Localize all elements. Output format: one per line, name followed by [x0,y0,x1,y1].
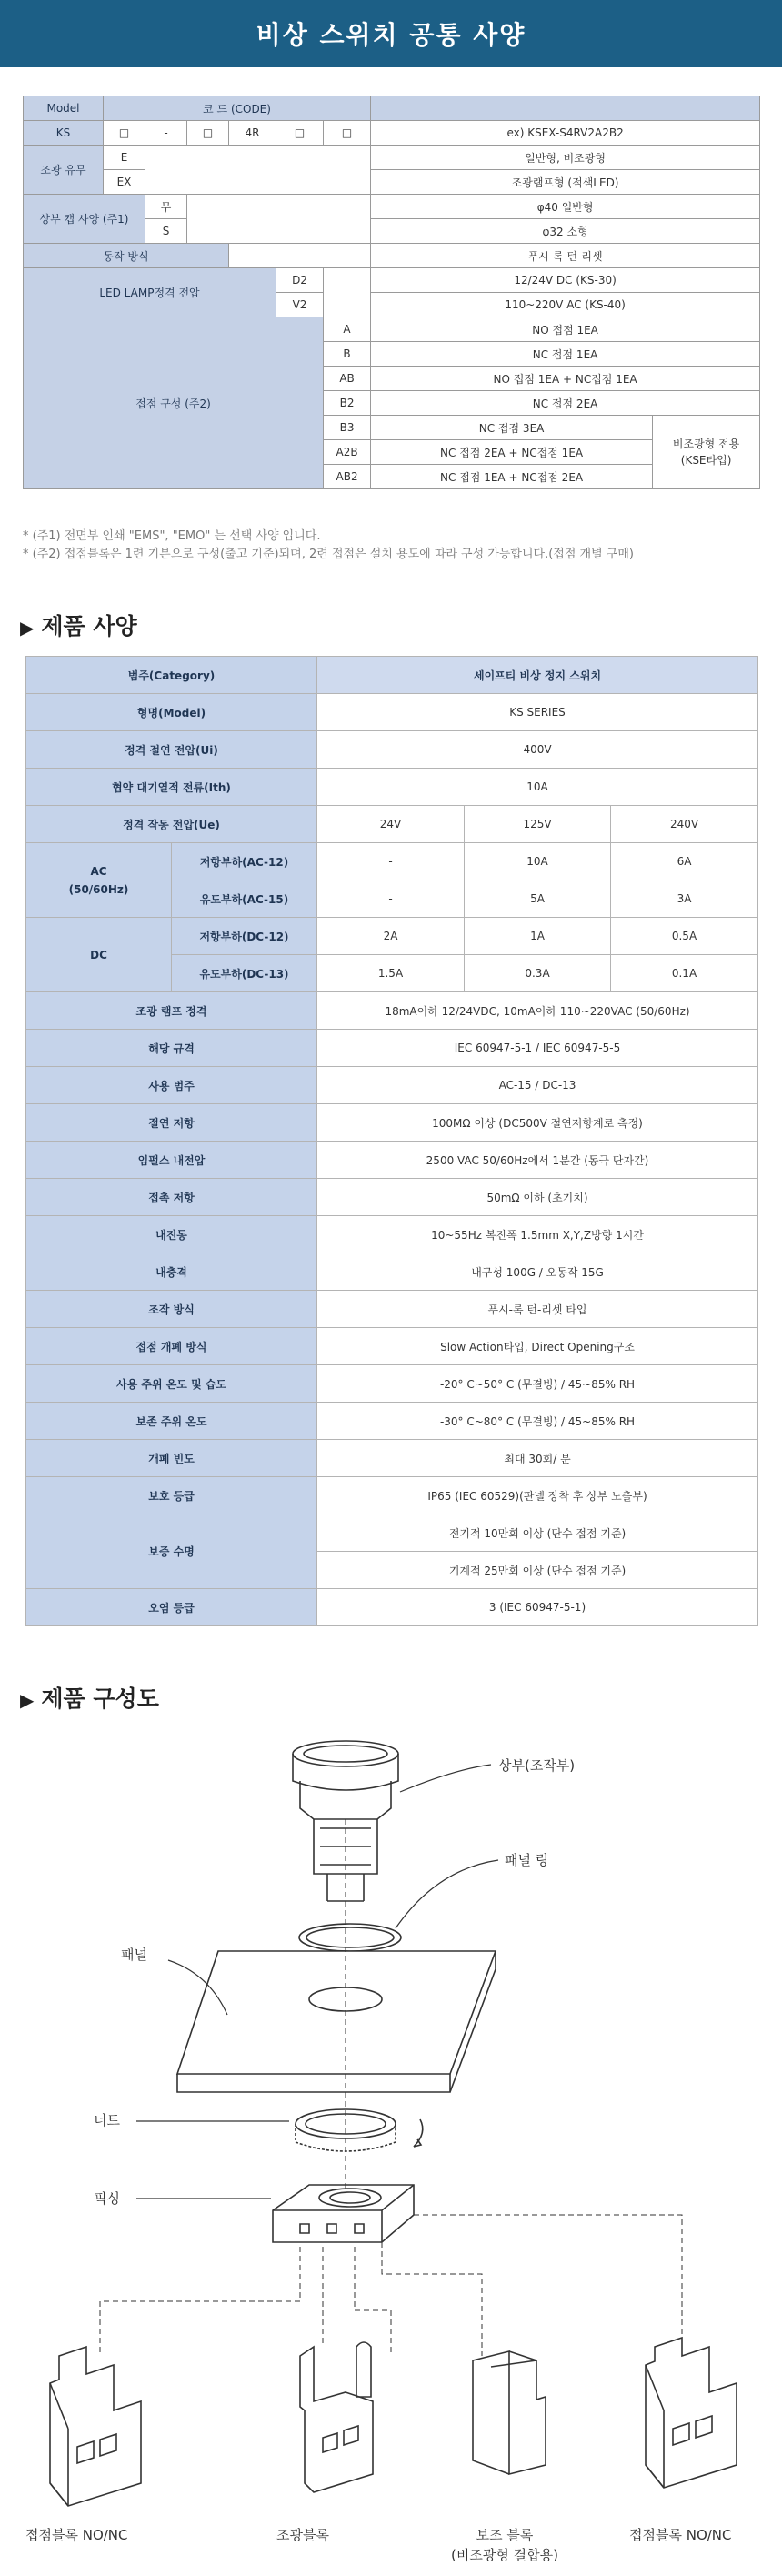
action-label: 동작 방식 [24,244,229,268]
lamp-block-icon [300,2342,373,2492]
contact-desc: NC 접점 2EA + NC접점 1EA [371,440,653,465]
aux-block-icon [473,2351,546,2474]
contact-code: A2B [324,440,371,465]
contact-block-left-icon [50,2347,141,2506]
label-contact-left: 접점블록 NO/NC [25,2527,128,2543]
spec-value: 10A [317,769,758,806]
spec-value: IP65 (IEC 60529)(판넬 장착 후 상부 노출부) [317,1477,758,1514]
action-desc: 푸시-록 턴-리셋 [371,244,760,268]
contact-desc: NC 접점 1EA [371,342,760,367]
spec-cell: 1A [465,918,611,955]
exploded-diagram [0,1719,782,2572]
spec-cell: 5A [465,880,611,918]
spec-life-label: 보증 수명 [26,1514,317,1589]
spec-cell: 1.5A [317,955,465,992]
label-top-part: 상부(조작부) [498,1757,576,1774]
code-slot-dash: - [145,121,187,146]
spec-label: 정격 절연 전압(Ui) [26,731,317,769]
code-example: ex) KSEX-S4RV2A2B2 [371,121,760,146]
contact-code: AB [324,367,371,391]
spec-table [25,656,758,1626]
spec-value: Slow Action타입, Direct Opening구조 [317,1328,758,1365]
spec-sublabel: 유도부하(DC-13) [172,955,317,992]
spec-sublabel: 유도부하(AC-15) [172,880,317,918]
contact-code: A [324,317,371,342]
panel-plate-icon [177,1951,496,2092]
contact-code: B2 [324,391,371,416]
spec-label: 내충격 [26,1253,317,1291]
illum-label: 조광 유무 [24,146,104,195]
spec-value: 400V [317,731,758,769]
label-panel: 패널 [121,1947,147,1963]
spec-label: 사용 범주 [26,1067,317,1104]
spec-value: 50mΩ 이하 (초기치) [317,1179,758,1216]
rotate-arrow-icon [414,2119,423,2147]
spec-label: 조광 램프 정격 [26,992,317,1030]
spec-cell: - [317,880,465,918]
contact-desc: NC 접점 1EA + NC접점 2EA [371,465,653,489]
code-header-model: Model [24,96,104,121]
spec-cell: 6A [611,843,758,880]
contact-label: 접점 구성 (주2) [24,317,324,489]
spec-value: 세이프티 비상 정지 스위치 [317,657,758,694]
label-lamp-block: 조광블록 [276,2527,329,2543]
exploded-diagram-drawing [0,1719,782,2572]
illum-code-e: E [104,146,145,170]
note-2: * (주2) 접점블록은 1련 기본으로 구성(출고 기준)되며, 2련 접점은 설치 용도에 따라 구성 가능합니다.(접점 개별 구매) [23,548,634,561]
contact-desc: NC 접점 2EA [371,391,760,416]
cap-desc-s: φ32 소형 [371,219,760,244]
page-title: 비상 스위치 공통 사양 [256,20,526,50]
cap-label: 상부 캡 사양 (주1) [24,195,145,244]
spec-value: -30° C~80° C (무결빙) / 45~85% RH [317,1403,758,1440]
spec-label: 정격 작동 전압(Ue) [26,806,317,843]
label-nut: 너트 [94,2112,120,2128]
spec-cell: - [317,843,465,880]
contact-block-right-icon [646,2338,737,2488]
section-marker-icon: ▶ [20,617,35,639]
led-code-v2: V2 [276,293,324,317]
contact-desc: NC 접점 3EA [371,416,653,440]
page-title-banner [0,0,782,67]
spec-label: 내진동 [26,1216,317,1253]
spec-label: 형명(Model) [26,694,317,731]
illum-desc-ex: 조광램프형 (적색LED) [371,170,760,195]
spec-label: 협약 대기열적 전류(Ith) [26,769,317,806]
spec-sublabel: 저항부하(DC-12) [172,918,317,955]
spec-section-title: ▶ 제품 사양 [20,613,137,639]
spec-value: 푸시-록 턴-리셋 타입 [317,1291,758,1328]
code-slot-3: 4R [229,121,276,146]
contact-desc: NO 접점 1EA [371,317,760,342]
label-aux-block: 보조 블록 (비조광형 결합용) [451,2527,558,2563]
spec-label: 보존 주위 온도 [26,1403,317,1440]
section-marker-icon: ▶ [20,1689,35,1711]
code-header-code: 코 드 (CODE) [104,96,371,121]
illum-desc-e: 일반형, 비조광형 [371,146,760,170]
spec-value: 최대 30회/ 분 [317,1440,758,1477]
spec-ac-label: AC (50/60Hz) [26,843,172,918]
spec-ue-125v: 125V [465,806,611,843]
order-code-table [23,96,760,489]
spec-cell: 0.5A [611,918,758,955]
contact-note: 비조광형 전용 (KSE타입) [653,416,760,489]
cap-code-s: S [145,219,187,244]
notes [23,528,768,564]
illum-code-ex: EX [104,170,145,195]
led-desc-v2: 110~220V AC (KS-40) [371,293,760,317]
spec-cell: 3A [611,880,758,918]
spec-cell: 0.1A [611,955,758,992]
contact-code: AB2 [324,465,371,489]
note-1: * (주1) 전면부 인쇄 "EMS", "EMO" 는 선택 사양 입니다. [23,529,321,543]
spec-life-mechanic: 기계적 25만회 이상 (단수 접점 기준) [317,1552,758,1589]
label-fixing: 픽싱 [94,2190,120,2207]
contact-code: B [324,342,371,367]
code-slot-1: □ [104,121,145,146]
spec-label: 절연 저항 [26,1104,317,1142]
code-ks-label: KS [24,121,104,146]
fixing-base-icon [273,2185,414,2242]
led-desc-d2: 12/24V DC (KS-30) [371,268,760,293]
spec-ue-240v: 240V [611,806,758,843]
spec-value: -20° C~50° C (무결빙) / 45~85% RH [317,1365,758,1403]
spec-cell: 0.3A [465,955,611,992]
label-contact-right: 접점블록 NO/NC [629,2527,732,2543]
spec-label: 범주(Category) [26,657,317,694]
spec-value: 2500 VAC 50/60Hz에서 1분간 (동극 단자간) [317,1142,758,1179]
spec-label: 조작 방식 [26,1291,317,1328]
spec-value: IEC 60947-5-1 / IEC 60947-5-5 [317,1030,758,1067]
spec-ue-24v: 24V [317,806,465,843]
spec-value: 10~55Hz 복진폭 1.5mm X,Y,Z방향 1시간 [317,1216,758,1253]
spec-label: 개폐 빈도 [26,1440,317,1477]
cap-code-none: 무 [145,195,187,219]
spec-value: 18mA이하 12/24VDC, 10mA이하 110~220VAC (50/60Hz) [317,992,758,1030]
code-slot-5: □ [324,121,371,146]
spec-life-electric: 전기적 10만회 이상 (단수 접점 기준) [317,1514,758,1552]
contact-code: B3 [324,416,371,440]
led-label: LED LAMP정격 전압 [24,268,276,317]
led-code-d2: D2 [276,268,324,293]
cap-desc-none: φ40 일반형 [371,195,760,219]
spec-value: KS SERIES [317,694,758,731]
spec-dc-label: DC [26,918,172,992]
spec-value: 100MΩ 이상 (DC500V 절연저항계로 측정) [317,1104,758,1142]
spec-cell: 2A [317,918,465,955]
label-panel-ring: 패널 링 [505,1852,549,1868]
spec-label: 해당 규격 [26,1030,317,1067]
spec-label: 접점 개폐 방식 [26,1328,317,1365]
spec-label: 오염 등급 [26,1589,317,1626]
contact-desc: NO 접점 1EA + NC접점 1EA [371,367,760,391]
spec-label: 접촉 저항 [26,1179,317,1216]
spec-value: 내구성 100G / 오동작 15G [317,1253,758,1291]
diagram-section-title: ▶ 제품 구성도 [20,1685,159,1712]
spec-label: 사용 주위 온도 및 습도 [26,1365,317,1403]
spec-value: AC-15 / DC-13 [317,1067,758,1104]
spec-label: 보호 등급 [26,1477,317,1514]
spec-cell: 10A [465,843,611,880]
code-slot-2: □ [187,121,229,146]
spec-value: 3 (IEC 60947-5-1) [317,1589,758,1626]
code-slot-4: □ [276,121,324,146]
spec-label: 임펄스 내전압 [26,1142,317,1179]
spec-sublabel: 저항부하(AC-12) [172,843,317,880]
